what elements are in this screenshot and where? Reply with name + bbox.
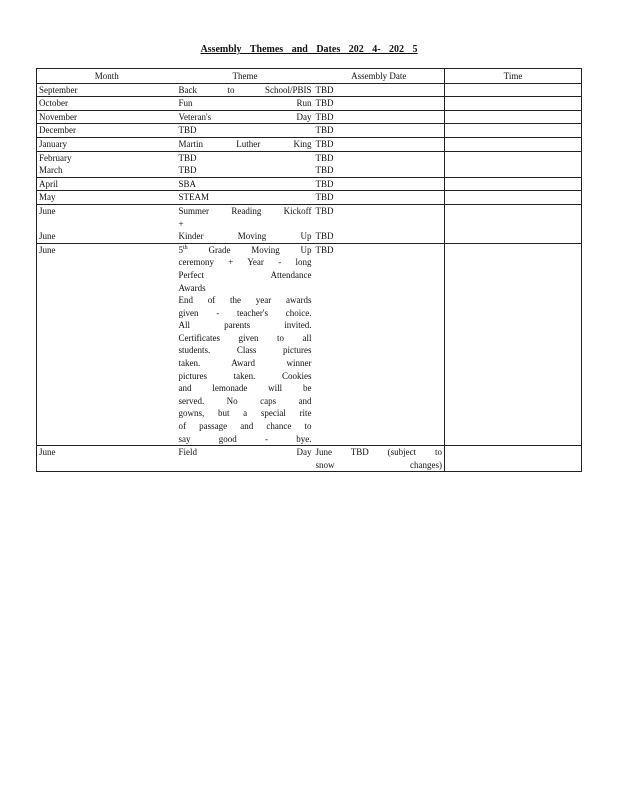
theme-line: Kinder Moving Up [178,231,312,242]
date-cell [314,191,445,205]
month-line: April [39,178,58,189]
theme-line: of passage and chance to [178,421,312,432]
month-line: March [39,165,63,176]
theme-cell [177,243,314,446]
time-cell [445,177,582,191]
theme-line: taken. Award winner [178,358,312,369]
theme-line: Awards [178,282,206,293]
month-line: September [39,84,78,95]
month-line: October [39,98,68,109]
date-cell [314,110,445,124]
table-row [37,177,582,191]
month-cell [37,191,177,205]
date-line: TBD [315,192,334,203]
month-cell [37,97,177,111]
table-body [37,83,582,472]
table-row [37,243,582,446]
theme-line: say good - bye. [178,433,312,444]
theme-line: TBD [178,165,197,176]
theme-cell [177,124,314,138]
date-line: TBD [315,138,334,149]
month-line: June [39,205,56,216]
date-line: snow changes) [315,459,442,470]
month-cell [37,446,177,472]
time-cell [445,243,582,446]
theme-cell [177,97,314,111]
table-row [37,124,582,138]
month-line: November [39,111,77,122]
time-column-header: Time [445,69,582,84]
theme-line: 5th Grade Moving Up [178,244,312,255]
theme-line: All parents invited. [178,320,312,331]
theme-line: students. Class pictures [178,345,312,356]
theme-cell [177,151,314,177]
month-cell [37,110,177,124]
date-cell [314,137,445,151]
theme-line: + [178,218,184,229]
month-cell [37,151,177,177]
theme-line: STEAM [178,192,210,203]
table-row [37,204,582,243]
theme-line: Summer Reading Kickoff [178,205,312,216]
month-line: June [39,447,56,458]
theme-line: given - teacher's choice. [178,307,312,318]
month-cell [37,137,177,151]
date-cell [314,97,445,111]
theme-line: Back to School/PBIS [178,84,312,95]
theme-line: TBD [178,125,197,136]
time-cell [445,83,582,97]
theme-cell [177,137,314,151]
month-cell [37,83,177,97]
time-cell [445,191,582,205]
theme-line: TBD [178,152,197,163]
assembly-schedule-table [36,68,582,472]
table-row [37,191,582,205]
table-row [37,137,582,151]
time-cell [445,137,582,151]
table-row [37,97,582,111]
theme-line: Martin Luther King [178,138,312,149]
ordinal-suffix: th [183,244,188,251]
date-line: TBD [315,205,334,216]
theme-cell [177,204,314,243]
theme-line: Certificates given to all [178,332,312,343]
theme-line: SBA [178,178,197,189]
theme-line: Perfect Attendance [178,269,312,280]
month-line: February [39,152,72,163]
theme-cell [177,110,314,124]
date-cell [314,177,445,191]
month-line: May [39,192,56,203]
month-line: June [39,244,56,255]
assembly-date-column-header: Assembly Date [314,69,445,84]
date-line: TBD [315,165,334,176]
date-cell [314,204,445,243]
table-row [37,151,582,177]
month-cell [37,177,177,191]
time-cell [445,124,582,138]
theme-line: End of the year awards [178,295,312,306]
time-cell [445,446,582,472]
month-cell [37,124,177,138]
theme-cell [177,191,314,205]
date-line [316,218,443,231]
theme-cell [177,177,314,191]
theme-line: gowns, but a special rite [178,408,312,419]
theme-line: Fun Run [178,98,312,109]
date-line: June TBD (subject to [315,447,442,458]
page-title: Assembly Themes and Dates 202 4- 202 5 [200,44,418,55]
month-column-header: Month [37,69,177,84]
month-line: June [39,231,56,242]
month-cell [37,204,177,243]
month-line [39,218,175,231]
theme-line: and lemonade will be [178,383,312,394]
date-line: TBD [315,178,334,189]
date-line: TBD [315,84,334,95]
table-row [37,446,582,472]
theme-cell [177,83,314,97]
month-line: January [39,138,67,149]
theme-line: served. No caps and [178,395,312,406]
time-cell [445,204,582,243]
date-line: TBD [315,244,334,255]
table-row [37,83,582,97]
date-cell [314,124,445,138]
date-cell [314,243,445,446]
theme-cell [177,446,314,472]
month-cell [37,243,177,446]
date-line: TBD [315,125,334,136]
date-line: TBD [315,152,334,163]
month-line: December [39,125,76,136]
theme-column-header: Theme [177,69,314,84]
date-cell [314,151,445,177]
time-cell [445,151,582,177]
time-cell [445,110,582,124]
date-line: TBD [315,98,334,109]
theme-line: ceremony + Year - long [178,257,312,268]
theme-line: Veteran's Day [178,111,312,122]
theme-line: pictures taken. Cookies [178,370,312,381]
date-line: TBD [315,231,334,242]
time-cell [445,97,582,111]
table-header-row [37,69,582,84]
date-cell [314,83,445,97]
theme-line: Field Day [178,447,312,458]
date-line: TBD [315,111,334,122]
date-cell [314,446,445,472]
table-row [37,110,582,124]
